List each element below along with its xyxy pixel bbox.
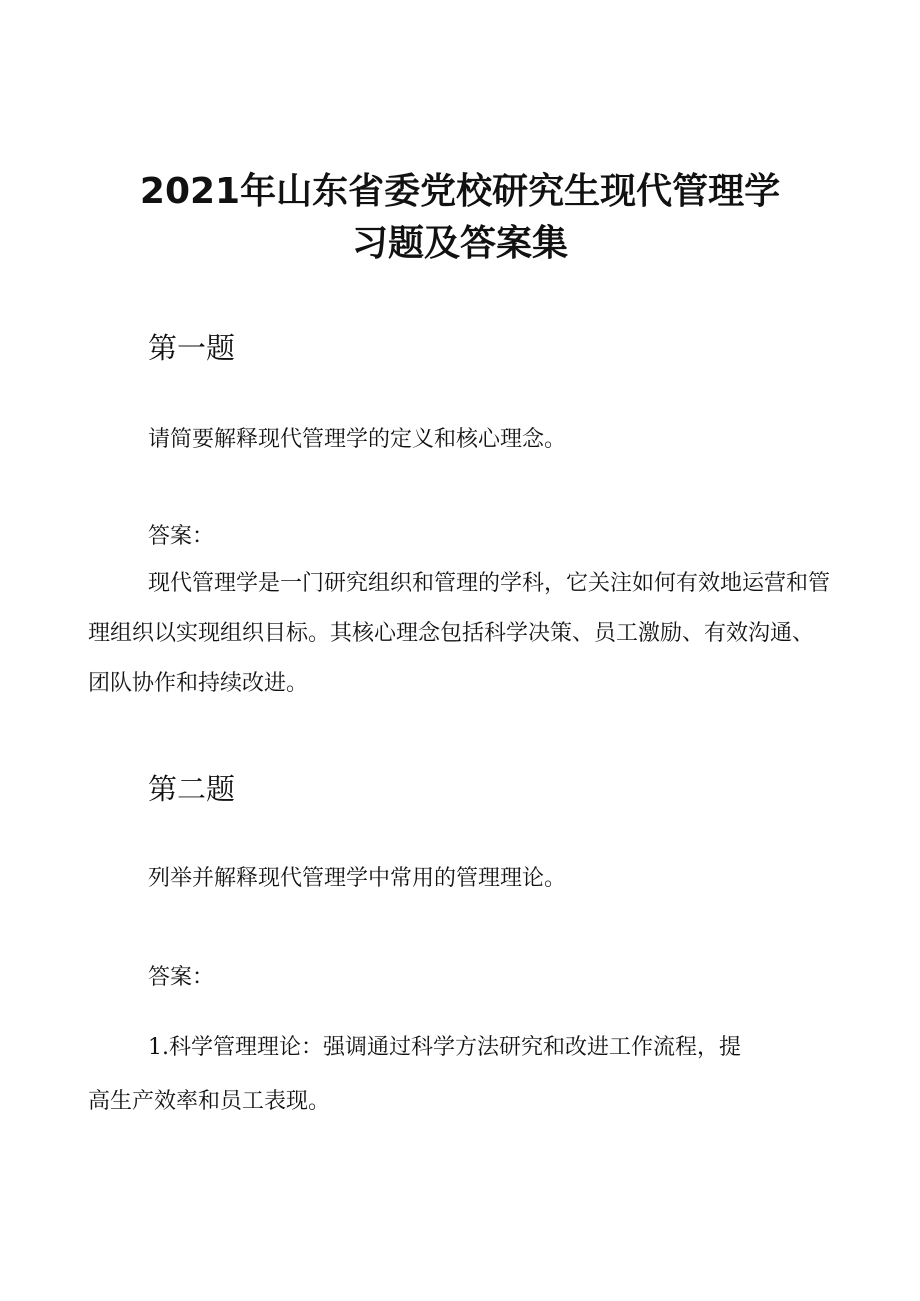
question-2-heading: 第二题 <box>148 772 236 806</box>
question-1-answer-line-3: 团队协作和持续改进。 <box>88 671 309 696</box>
question-1-answer-line-2: 理组织以实现组织目标。其核心理念包括科学决策、员工激励、有效沟通、 <box>88 621 815 646</box>
question-2-answer-item-1-line-1: 1.科学管理理论：强调通过科学方法研究和改进工作流程，提 <box>148 1035 741 1060</box>
question-2-answer-item-1-line-2: 高生产效率和员工表现。 <box>88 1089 331 1114</box>
document-title-line-2: 习题及答案集 <box>351 223 568 264</box>
question-2-answer-label: 答案： <box>148 965 215 990</box>
question-1-answer-label: 答案： <box>148 524 215 549</box>
question-1-answer-line-1: 现代管理学是一门研究组织和管理的学科，它关注如何有效地运营和管 <box>148 571 831 596</box>
question-1-text: 请简要解释现代管理学的定义和核心理念。 <box>148 427 567 452</box>
question-2-text: 列举并解释现代管理学中常用的管理理论。 <box>148 866 567 891</box>
document-title-line-1: 2021年山东省委党校研究生现代管理学 <box>139 171 781 212</box>
question-1-heading: 第一题 <box>148 331 236 365</box>
